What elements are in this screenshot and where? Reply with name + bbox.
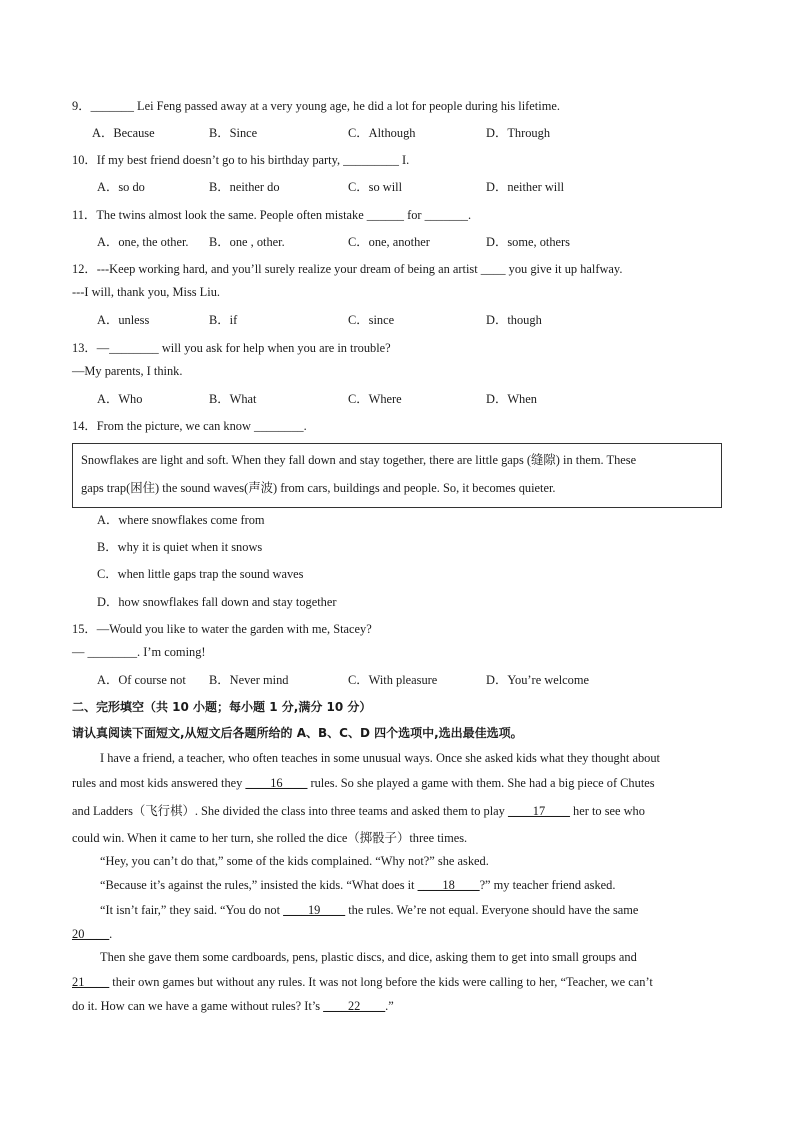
option-c[interactable]: C．Although xyxy=(348,126,416,140)
question-9-stem: 9．_______ Lei Feng passed away at a very young age, he did a lot for people during his lifetime. xyxy=(72,99,560,113)
option-a[interactable]: A．one, the other. xyxy=(97,235,189,249)
option-c[interactable]: C．since xyxy=(348,313,395,327)
option-c[interactable]: C．so will xyxy=(348,180,403,194)
option-c[interactable]: C．one, another xyxy=(348,235,430,249)
option-a[interactable]: A．unless xyxy=(97,313,150,327)
option-d[interactable]: D．Through xyxy=(486,126,551,140)
passage-line: “Hey, you can’t do that,” some of the kids complained. “Why not?” she asked. xyxy=(100,854,489,868)
passage-line: Then she gave them some cardboards, pens, plastic discs, and dice, asking them to get into small groups and xyxy=(100,950,637,964)
question-10-stem: 10．If my best friend doesn’t go to his birthday party, _________ I. xyxy=(72,153,410,167)
option-b[interactable]: B．What xyxy=(209,392,257,406)
option-b[interactable]: B．if xyxy=(209,313,238,327)
option-d[interactable]: D．When xyxy=(486,392,537,406)
passage-line: I have a friend, a teacher, who often teaches in some unusual ways. Once she asked kids what they thought about xyxy=(100,751,661,765)
option-d[interactable]: D．how snowflakes fall down and stay together xyxy=(97,595,337,609)
question-12-reply: ---I will, thank you, Miss Liu. xyxy=(72,285,220,299)
blank-21[interactable]: 21____ xyxy=(72,975,110,989)
question-12-stem: 12．---Keep working hard, and you’ll surely realize your dream of being an artist ____ you give it up halfway. xyxy=(72,262,623,276)
passage-line: could win. When it came to her turn, she rolled the dice（掷骰子）three times. xyxy=(72,831,468,845)
section-heading: 二、完形填空（共 10 小题；每小题 1 分,满分 10 分） xyxy=(72,700,372,714)
reading-text-box xyxy=(72,443,722,508)
option-a[interactable]: A．Because xyxy=(92,126,155,140)
blank-17[interactable]: ____17____ xyxy=(507,804,570,818)
passage-line: “It isn’t fair,” they said. “You do not ____19____ the rules. We’re not equal. Everyone should have the same xyxy=(100,903,639,917)
passage-line: rules and most kids answered they ____16____ rules. So she played a game with them. She had a big piece of Chutes xyxy=(72,776,655,790)
option-d[interactable]: D．though xyxy=(486,313,542,327)
blank-19[interactable]: ____19____ xyxy=(283,903,346,917)
section-instruction: 请认真阅读下面短文,从短文后各题所给的 A、B、C、D 四个选项中,选出最佳选项。 xyxy=(72,726,523,740)
question-11-stem: 11．The twins almost look the same. People often mistake ______ for _______. xyxy=(72,208,472,222)
passage-line: “Because it’s against the rules,” insisted the kids. “What does it ____18____?” my teacher friend asked. xyxy=(100,878,616,892)
option-c[interactable]: C．when little gaps trap the sound waves xyxy=(97,567,304,581)
question-9-options xyxy=(0,123,794,141)
question-11-options xyxy=(0,232,794,250)
option-b[interactable]: B．why it is quiet when it snows xyxy=(97,540,263,554)
option-a[interactable]: A．Of course not xyxy=(97,673,186,687)
question-15-stem: 15．—Would you like to water the garden with me, Stacey? xyxy=(72,622,372,636)
option-c[interactable]: C．With pleasure xyxy=(348,673,438,687)
option-d[interactable]: D．neither will xyxy=(486,180,565,194)
blank-18[interactable]: ____18____ xyxy=(417,878,480,892)
option-b[interactable]: B．Since xyxy=(209,126,258,140)
option-b[interactable]: B．one , other. xyxy=(209,235,285,249)
option-a[interactable]: A．where snowflakes come from xyxy=(97,513,265,527)
passage-line: 20____. xyxy=(72,927,113,941)
option-d[interactable]: D．You’re welcome xyxy=(486,673,590,687)
passage-line: and Ladders（飞行棋）. She divided the class into three teams and asked them to play ____17____ her to see who xyxy=(72,804,645,818)
option-a[interactable]: A．so do xyxy=(97,180,145,194)
question-14-stem: 14．From the picture, we can know ________. xyxy=(72,419,307,433)
option-b[interactable]: B．Never mind xyxy=(209,673,289,687)
question-13-stem: 13．—________ will you ask for help when you are in trouble? xyxy=(72,341,391,355)
box-line-2: gaps trap(困住) the sound waves(声波) from cars, buildings and people. So, it becomes quieter. xyxy=(81,481,556,495)
option-b[interactable]: B．neither do xyxy=(209,180,280,194)
question-13-options xyxy=(0,389,794,407)
question-13-reply: —My parents, I think. xyxy=(72,364,183,378)
option-a[interactable]: A．Who xyxy=(97,392,143,406)
blank-22[interactable]: ____22____ xyxy=(323,999,386,1013)
blank-16[interactable]: ____16____ xyxy=(245,776,308,790)
question-10-options xyxy=(0,177,794,195)
option-c[interactable]: C．Where xyxy=(348,392,402,406)
blank-20[interactable]: 20____ xyxy=(72,927,110,941)
question-15-options xyxy=(0,670,794,688)
passage-line: 21____ their own games but without any rules. It was not long before the kids were calling to her, “Teacher, we can’t xyxy=(72,975,653,989)
box-line-1: Snowflakes are light and soft. When they fall down and stay together, there are little gaps (缝隙) in them. These xyxy=(81,453,637,467)
question-15-reply: — ________. I’m coming! xyxy=(72,645,206,659)
option-d[interactable]: D．some, others xyxy=(486,235,570,249)
passage-line: do it. How can we have a game without rules? It’s ____22____.” xyxy=(72,999,394,1013)
question-12-options xyxy=(0,310,794,328)
